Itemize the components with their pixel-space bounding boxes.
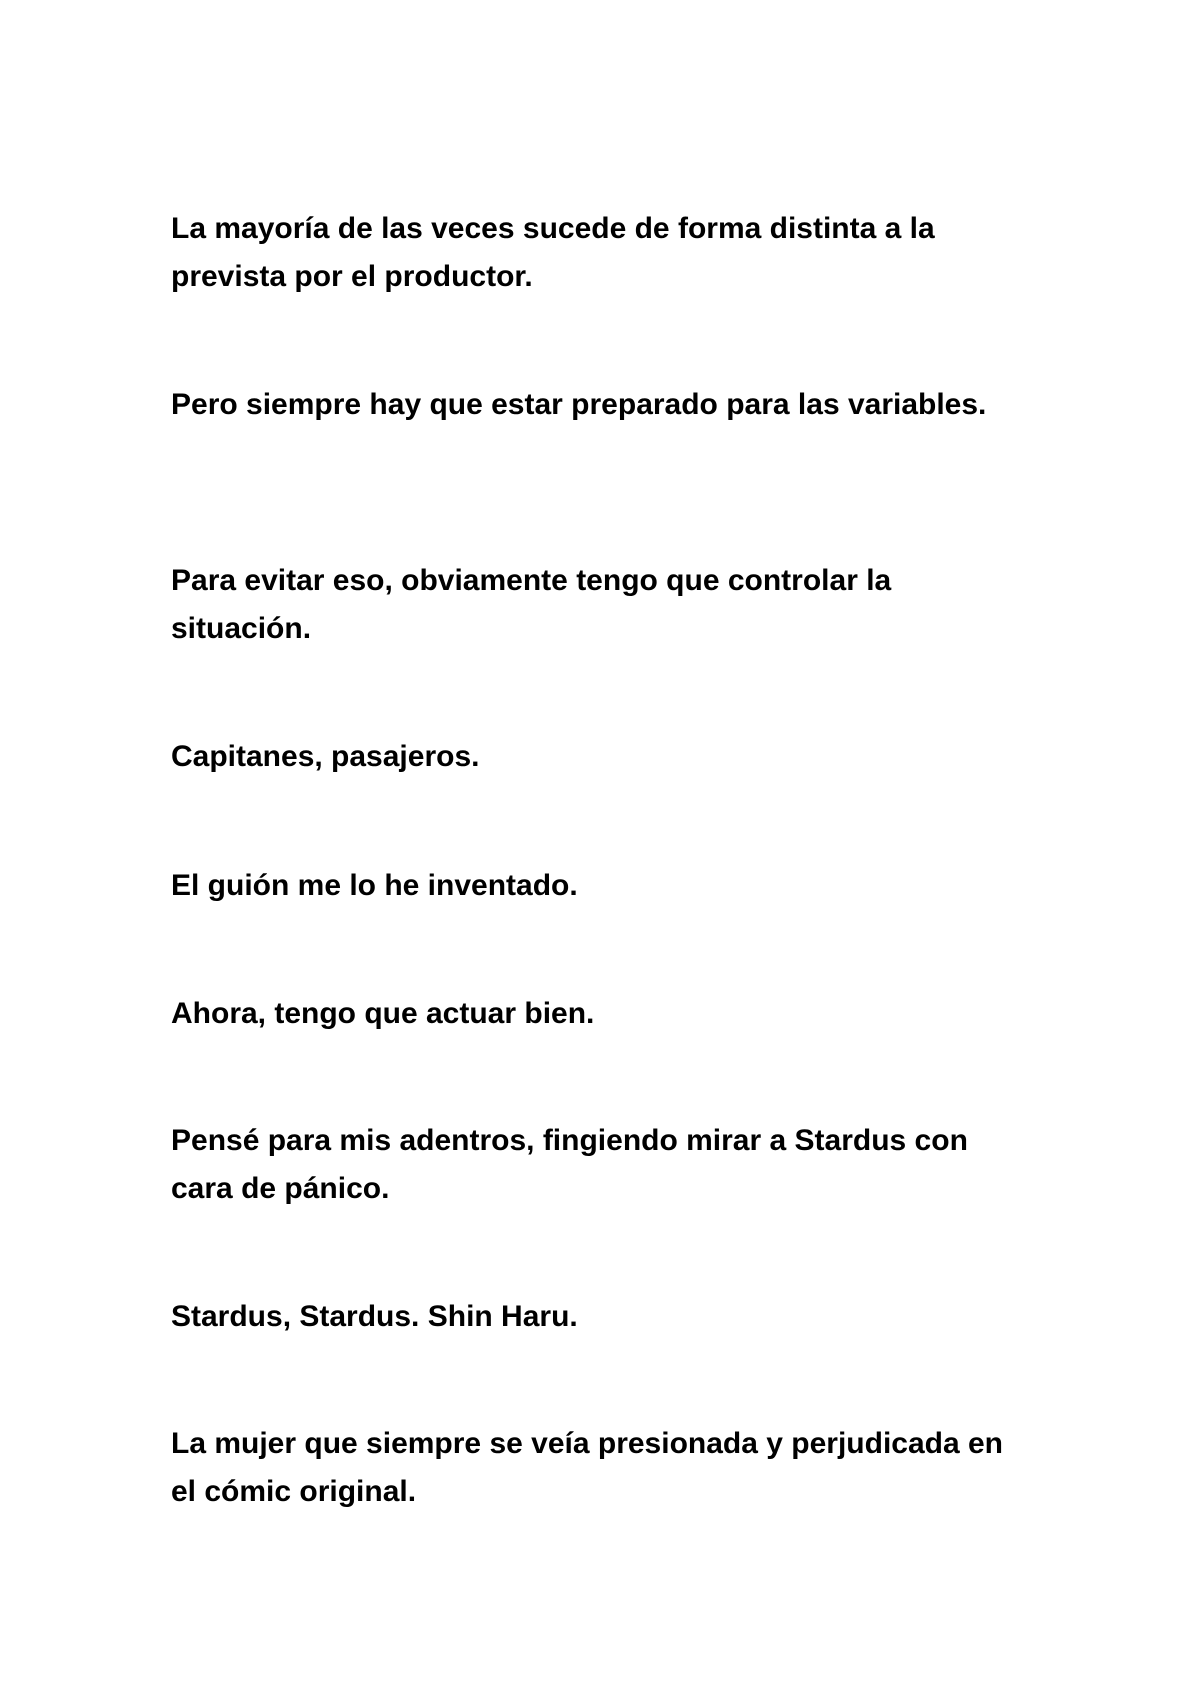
paragraph: El guión me lo he inventado. (171, 869, 578, 902)
paragraph: La mujer que siempre se veía presionada y perjudicada en el cómic original. (171, 1427, 1004, 1508)
paragraph: Pero siempre hay que estar preparado para las variables. (171, 388, 987, 421)
paragraph: La mayoría de las veces sucede de forma distinta a la prevista por el productor. (171, 212, 935, 293)
paragraph: Para evitar eso, obviamente tengo que controlar la situación. (171, 564, 892, 645)
paragraph: Ahora, tengo que actuar bien. (171, 997, 595, 1030)
paragraph: Stardus, Stardus. Shin Haru. (171, 1300, 578, 1333)
paragraph: Pensé para mis adentros, fingiendo mirar a Stardus con cara de pánico. (171, 1124, 968, 1205)
paragraph: Capitanes, pasajeros. (171, 740, 480, 773)
